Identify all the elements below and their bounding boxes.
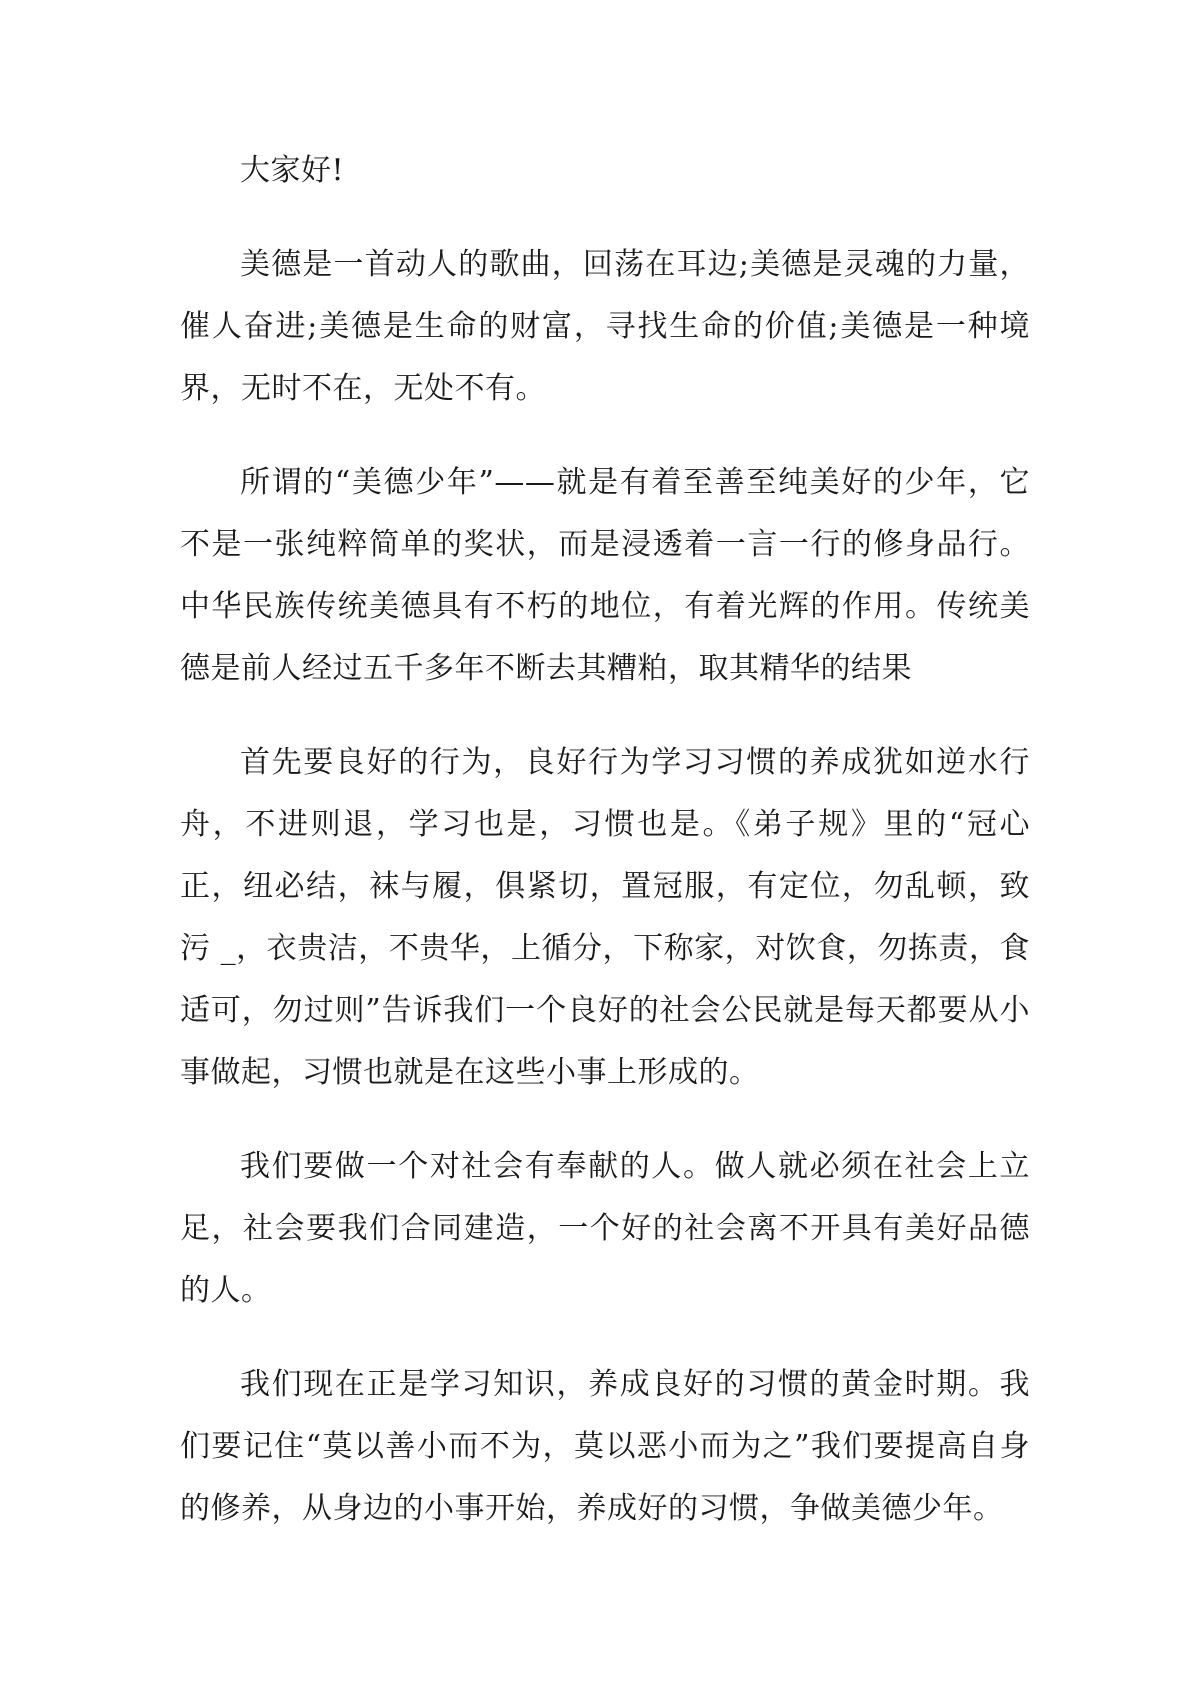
paragraph-virtue-youth: 所谓的“美德少年”——就是有着至善至纯美好的少年，它不是一张纯粹简单的奖状，而是浸透着一言一行的修身品行。中华民族传统美德具有不朽的地位，有着光辉的作用。传统美德是前人经过五千多年不断去其糟粕，取其精华的结果	[180, 465, 1030, 686]
paragraph-contribute-society: 我们要做一个对社会有奉献的人。做人就必须在社会上立足，社会要我们合同建造，一个好的社会离不开具有美好品德的人。	[180, 1149, 1030, 1308]
paragraph-good-habits: 首先要良好的行为，良好行为学习习惯的养成犹如逆水行舟，不进则退，学习也是，习惯也是。《弟子规》里的“冠心正，纽必结，袜与履，俱紧切，置冠服，有定位，勿乱顿，致污 _，衣贵洁，不贵华，上循分，下称家，对饮食，勿拣责，食适可，勿过则”告诉我们一个良好的社会公民就是每天都要从小事做起，习惯也就是在这些小事上形成的。	[180, 745, 1030, 1090]
paragraph-golden-period: 我们现在正是学习知识，养成良好的习惯的黄金时期。我们要记住“莫以善小而不为，莫以恶小而为之”我们要提高自身的修养，从身边的小事开始，养成好的习惯，争做美德少年。	[180, 1367, 1030, 1526]
document-body	[180, 140, 1030, 1572]
paragraph-greeting: 大家好!	[240, 153, 345, 188]
paragraph-virtue-intro: 美德是一首动人的歌曲，回荡在耳边;美德是灵魂的力量，催人奋进;美德是生命的财富，寻找生命的价值;美德是一种境界，无时不在，无处不有。	[180, 247, 1030, 406]
